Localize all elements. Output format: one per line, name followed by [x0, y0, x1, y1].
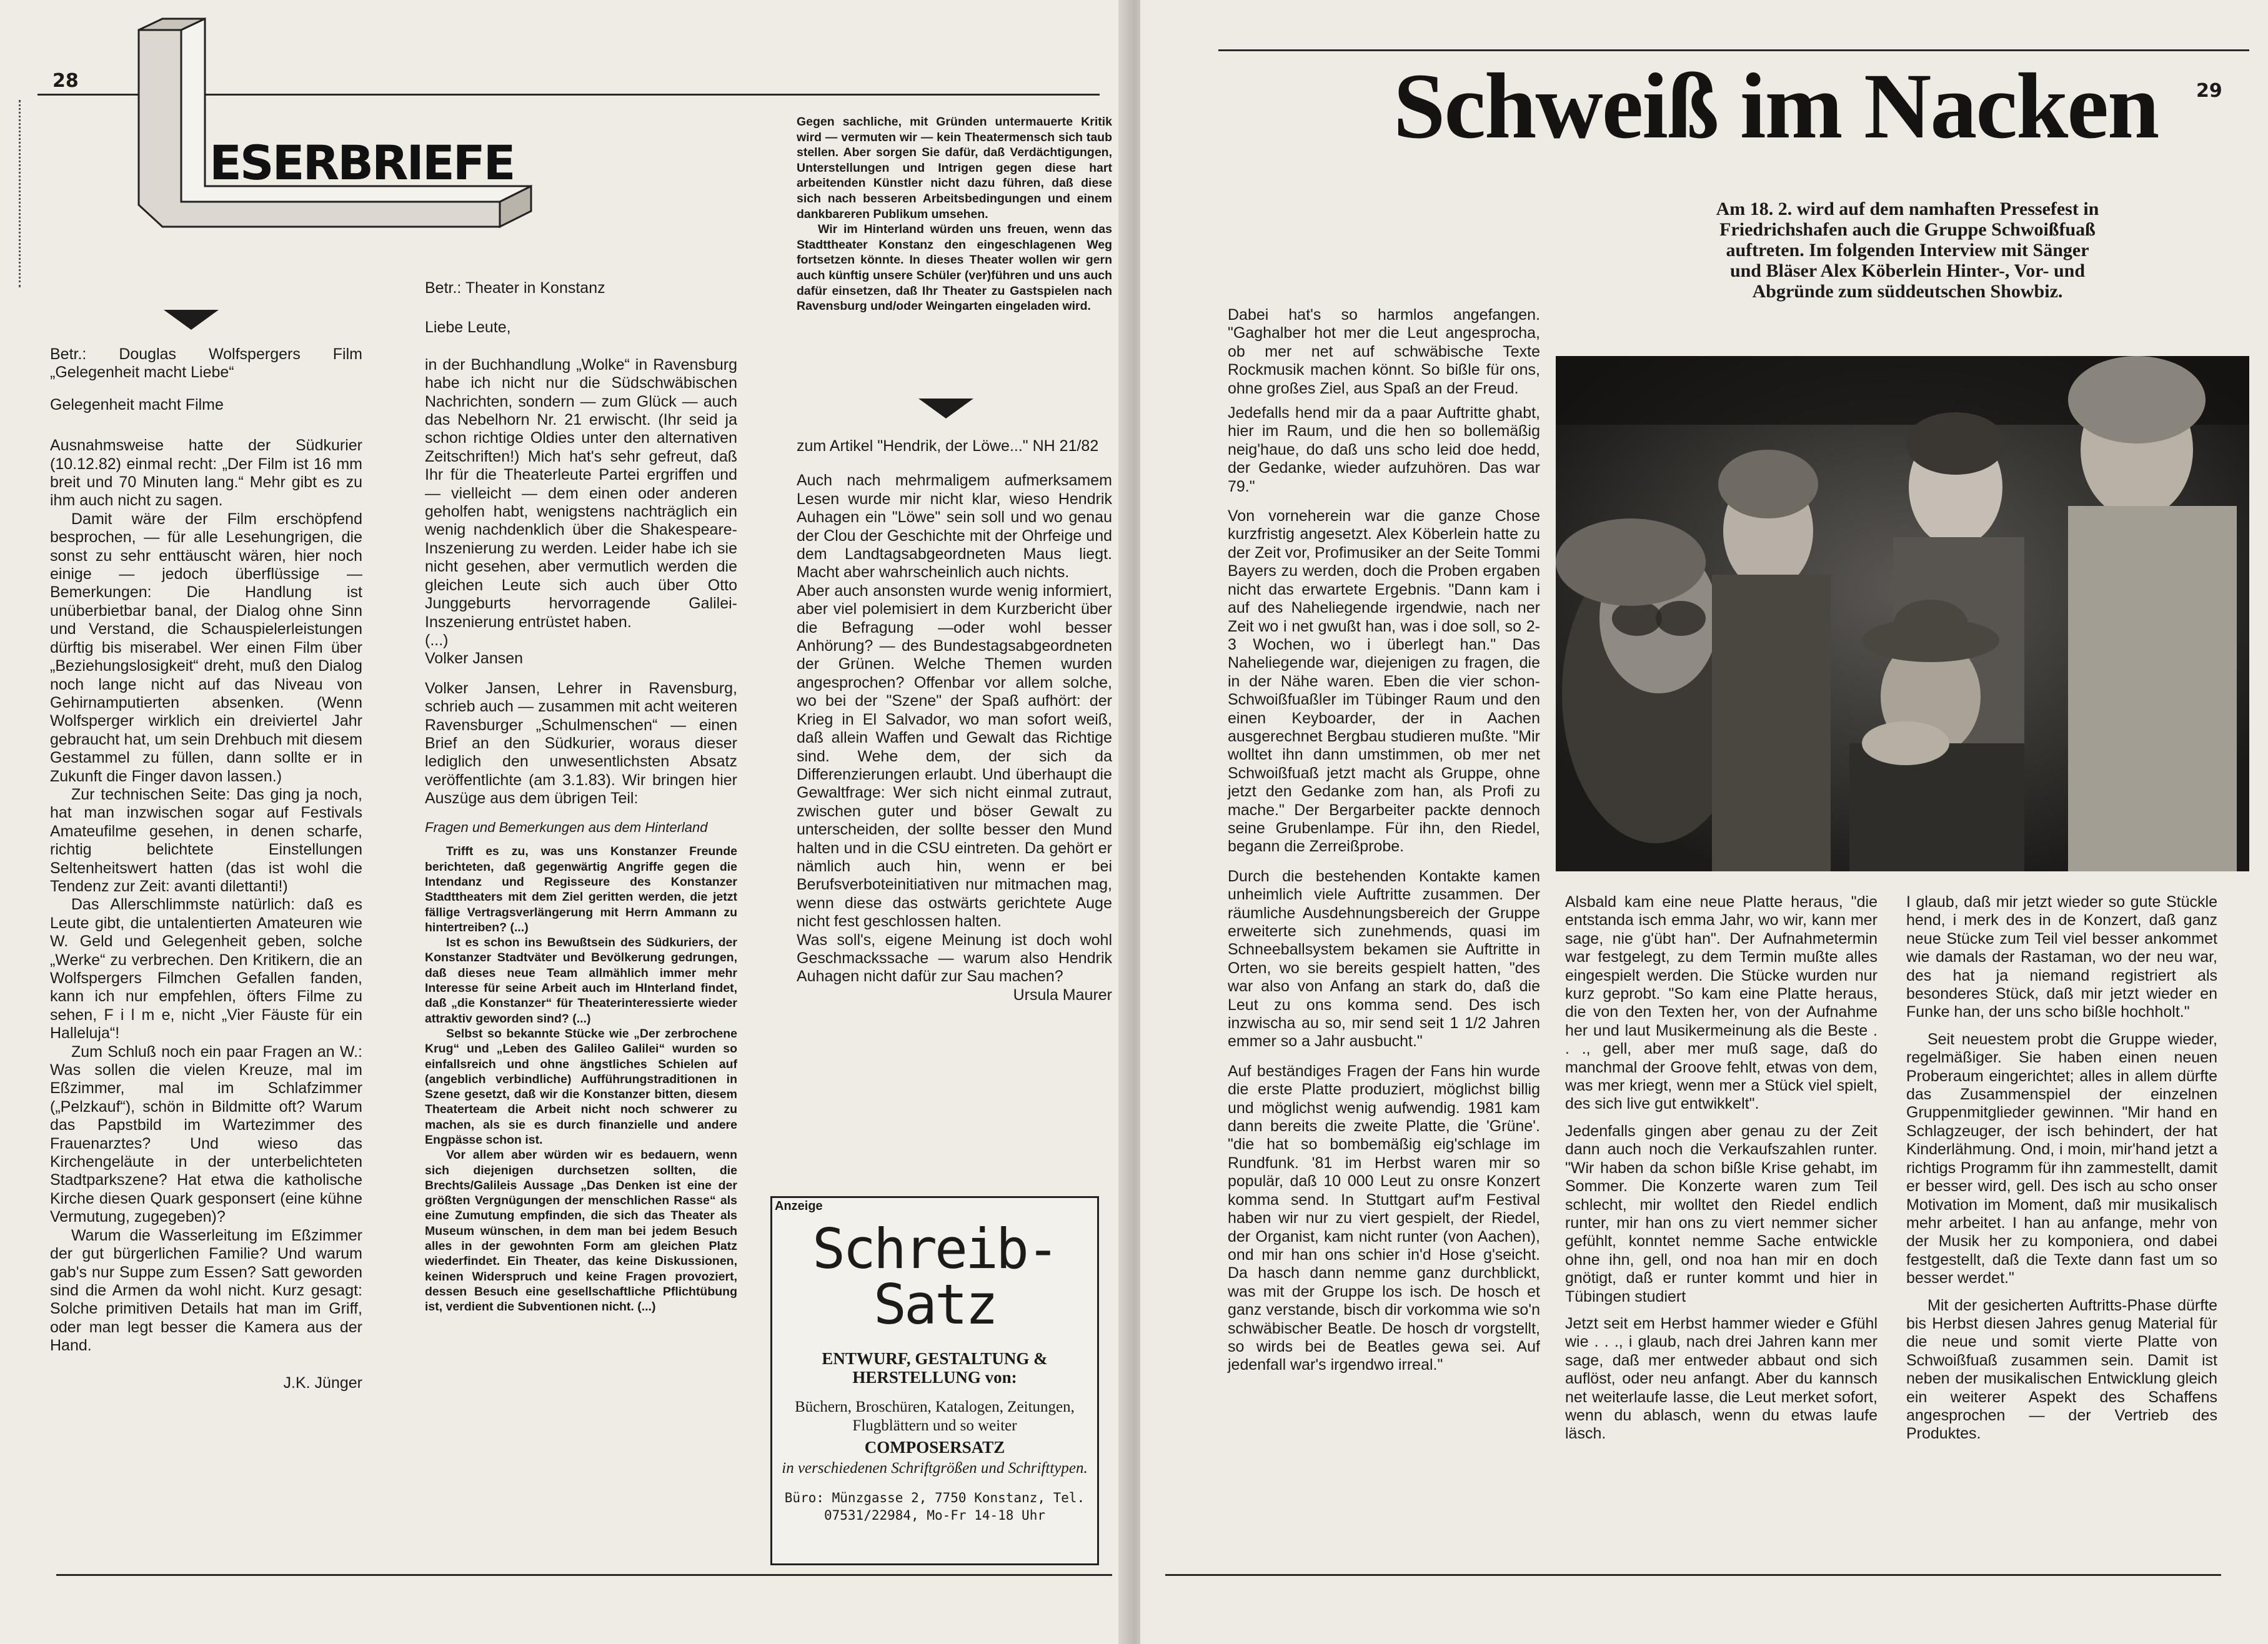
article-title: Schweiß im Nacken: [1393, 54, 2159, 158]
paragraph: Durch die bestehenden Kontakte kamen unheimlich viele Auftritte zusammen. Der räumliche Ausdehnungsbereich der Gruppe erweiterte sich zunehmends, quasi im Schneeballsystem bekamen sie Auftritte in Orten, wo sie bereits gespielt hatten, "des war also von Anfang an stark do, daß die Leut zu ons komma send. Des isch inzwischa au so, mir send seit 1 1/2 Jahren emmer so a Jahr ausbucht.": [1228, 867, 1540, 1051]
right-page: [1140, 0, 2268, 1644]
article-column-3: [1906, 893, 2217, 1443]
paragraph: Trifft es zu, was uns Konstanzer Freunde berichteten, daß gegenwärtig Angriffe gegen die Intendanz und Regisseure des Konstanzer Stadttheaters mit dem Ziel geritten werden, die jetzt fällige Vertragsverlängerung mit Herrn Ammann zu hintertreiben? (...): [425, 844, 737, 934]
letter-greeting: Liebe Leute,: [425, 319, 511, 337]
ad-logo-line1: Schreib-: [812, 1217, 1057, 1281]
paragraph: Auch nach mehrmaligem aufmerksamem Lesen wurde mir nicht klar, wieso Hendrik Auhagen ein "Löwe" sein soll und wo genau der Clou der Geschichte mit der Ohrfeige und dem Landtagsabgeordneten Maus liegt. Macht aber wahrscheinlich auch nichts.: [797, 472, 1112, 582]
advertisement: [770, 1196, 1099, 1565]
paragraph: I glaub, daß mir jetzt wieder so gute Stückle hend, i merk des in de Konzert, daß ganz neue Stücke zum Teil viel besser ankommet wie damals der Rastaman, wo der neu war, des hat ja niemand registriert als besonderes Stück, daß mir jetzt wieder en Funke han, der uns scho bißle hochholt.": [1906, 893, 2217, 1021]
paragraph: Dabei hat's so harmlos angefangen. "Gaghalber hot mer die Leut angesprocha, ob mer net auf schwäbische Texte Rockmusik machen könnt. So bißle für ons, ohne großes Ziel, aus Spaß an der Freud.: [1228, 306, 1540, 397]
paragraph: Seit neuestem probt die Gruppe wieder, regelmäßiger. Sie haben einen neuen Proberaum eingerichtet; alles in allem dürfte das Zusammenspiel der einzelnen Gruppenmitglieder gewinnen. "Mir hand en Schlagzeuger, der isch behindert, der hat Kinderlähmung. Ond, i moin, mir'hand jetzt a richtigs Programm für ihn zammestellt, damit er besser wird, gell. Des isch au scho onser Motivation im Moment, daß mir musikalisch mehr arbeitet. I han au anfange, mehr von der Musik her zu komponiera, ond dabei festgestellt, daß die Texte dann fast um so besser werdet.": [1906, 1030, 2217, 1287]
paragraph: Wir im Hinterland würden uns freuen, wenn das Stadttheater Konstanz den eingeschlagenen Weg fortsetzen könnte. In dieses Theater wollen wir gern auch künftig unsere Schüler (ver)führen und uns auch dafür einsetzen, daß Ihr Theater zu Gastspielen nach Ravensburg und/oder Weingarten eingeladen wird.: [797, 222, 1112, 314]
masthead-initial: [150, 22, 151, 23]
ad-text: COMPOSERSATZ: [864, 1438, 1005, 1457]
ad-logo-line2: Satz: [873, 1272, 996, 1337]
band-photo: [1556, 356, 2249, 871]
masthead-title: ESERBRIEFE: [209, 135, 514, 191]
letter-theater: [425, 279, 737, 1315]
paragraph: Auf beständiges Fragen der Fans hin wurde die erste Platte produziert, möglichst billig und möglichst wenig aufwendig. 1981 kam dann bereits die zweite Platte, die 'Grüne'. "die hat so bombemäßig eig'schlage im Rundfunk. '81 im Herbst waren mir so populär, daß 10 000 Leut zu onsre Konzert komma send. In Stuttgart auf'm Festival haben wir nur zu viert gespielt, der Riedel, der Organist, kam nicht runter (von Aachen), ond mir han ons schier in'd Hose g'seicht. Da hasch dann nemme ganz durchblickt, was mit der Gruppe los isch. De hosch et ganz verstande, bisch dir vorkomma wie so'n schwäbischer Beatle. De hosch dr vorgstellt, so wirds bei de Beatles gewa sei. Auf jedenfall war's irgendwo irreal.": [1228, 1062, 1540, 1374]
paragraph: Selbst so bekannte Stücke wie „Der zerbrochene Krug“ und „Leben des Galileo Galilei“ wurden so einfallsreich und ohne ängstliches Schielen auf (angeblich verbindliche) Aufführungstraditionen in Szene gesetzt, daß wir die Konstanzer bitten, diesem Theaterteam die Arbeit nicht noch schwerer zu machen, als sie es durch finanzielle und andere Engpässe schon ist.: [425, 1026, 737, 1147]
paragraph: in der Buchhandlung „Wolke“ in Ravensburg habe ich nicht nur die Südschwäbischen Nachrichten, sondern — zum Glück — auch das Nebelhorn Nr. 21 erwischt. (Ihr seid ja schon richtige Oldies unter den alternativen Zeitschriften!) Mich hat's sehr gefreut, daß Ihr für die Theaterleute Partei ergriffen und — vielleicht — dem einen oder anderen geholfen habt, wenigstens nachträglich ein wenig nachdenklich über die Shakespeare-Inszenierung zu werden. Leider habe ich sie nicht gesehen, aber vermutlich werden die gleichen Leute sich auch über Otto Junggeburts hervorragende Galilei-Inszenierung entrüstet haben.: [425, 355, 737, 631]
top-rule: [1218, 49, 2249, 51]
quote-body: [425, 844, 737, 1314]
letter-heading: Betr.: Douglas Wolfspergers Film „Gelegenheit macht Liebe“: [50, 345, 362, 382]
ad-text: ENTWURF, GESTALTUNG & HERSTELLUNG von:: [822, 1349, 1048, 1387]
letter-heading: Betr.: Theater in Konstanz: [425, 279, 605, 297]
article-column-2: [1565, 893, 1878, 1443]
letter-heading: zum Artikel "Hendrik, der Löwe..." NH 21/82: [797, 437, 1099, 455]
ad-tag: Anzeige: [775, 1199, 823, 1213]
ad-text: Büchern, Broschüren, Katalogen, Zeitungen, Flugblättern und so weiter: [795, 1399, 1075, 1434]
paragraph: Jedenfalls gingen aber genau zu der Zeit dann auch noch die Verkaufszahlen runter. "Wir haben da schon bißle Krise gehabt, im Sommer. Die Konzerte waren zum Teil schlecht, mir wolltet den Riedel endlich runter, mir han ons zu viert nemmer sicher gefühlt, konntet nemme Sache entwickle ohne ihn, gell, ond noa han mir en doch gnötigt, daß er runter kommt und hier in Tübingen studiert: [1565, 1122, 1878, 1305]
quote-continued: [797, 114, 1112, 314]
letter-signature: Volker Jansen: [425, 650, 524, 668]
paragraph: Alsbald kam eine neue Platte heraus, "die entstanda isch emma Jahr, wo wir, kann mer sage, nie g'übt han". Der Aufnahmetermin war festgelegt, zu dem Termin mußte alles eingespielt werden. Die Stücke wurden nur kurz geprobt. "So kam eine Platte heraus, die von den Texten her, von der Aufnahme her und laut Musikermeinung als die Beste . . ., gell, aber mer muß sage, daß do manchmal der Groove fehlt, etwas von dem, was mer kriegt, wenn mer a Stück viel spielt, des sich live gut entwikkelt".: [1565, 893, 1878, 1113]
paragraph: Jedefalls hend mir da a paar Auftritte ghabt, hier im Raum, und die hen so bollemäßig neig'haue, do daß uns scho leid doe hedd, der Gedanke, wieder aufzuhören. Das war 79.": [1228, 404, 1540, 495]
section-arrow-icon: [164, 310, 219, 330]
section-arrow-icon: [918, 399, 973, 418]
paragraph: Jetzt seit em Herbst hammer wieder e Gfühl wie . . ., i glaub, nach drei Jahren kann mer sage, daß mer entweder abbaut ond sich auflöst, oder neu anfangt. Aber du kannsch net weiterlaufe lasse, die Leut merket sofort, wenn du ablasch, wenn du etwas laufe läsch.: [1565, 1314, 1878, 1443]
paragraph: Ausnahmsweise hatte der Südkurier (10.12.82) einmal recht: „Der Film ist 16 mm breit und 70 Minuten lang.“ Mehr gibt es zu ihm auch nicht zu sagen.: [50, 437, 362, 510]
paragraph: Gegen sachliche, mit Gründen untermauerte Kritik wird — vermuten wir — kein Theatermensch sich taub stellen. Aber sorgen Sie dafür, daß Verdächtigungen, Unterstellungen und Intrigen gegen diese hart arbeitenden Künstler nicht dazu führen, daß diese sich nach besseren Arbeitsbedingungen und einem dankbareren Publikum umsehen.: [797, 115, 1112, 221]
paragraph: Von vorneherein war die ganze Chose kurzfristig angesetzt. Alex Köberlein hatte zu der Zeit vor, Profimusiker an der Seite Tommi Bayers zu werden, doch die Proben ergaben nicht das erwartete Ergebnis. "Dann kam i auf des Naheliegende irgendwie, nach ner Zeit wo i net gwußt han, was i doe soll, so 2-3 Wochen, wo i überlegt han." Das Naheliegende war, diejenigen zu fragen, die in der Nähe waren. Eben die vier schon-Schwoißfuaßler im Tübinger Raum und den einen Keyboarder, der in Aachen ausgerechnet Bergbau studieren mußte. "Mir wolltet ihn dann umstimmen, ob mer net Schwoißfuaß jetzt macht als Gruppe, ohne jetzt den Gedanke zom han, als Profi zu mache." Der Bergarbeiter packte dennoch seine Grubenlampe. Für ihn, den Riedel, begann die Zerreißprobe.: [1228, 507, 1540, 856]
bottom-rule: [56, 1574, 1112, 1576]
paragraph: (...): [425, 631, 449, 649]
letter-continued: [797, 114, 1112, 314]
letter-signature: J.K. Jünger: [283, 1374, 362, 1392]
left-page: [0, 0, 1128, 1644]
quote-title: Fragen und Bemerkungen aus dem Hinterland: [425, 819, 708, 835]
page-number: 29: [2196, 80, 2222, 102]
letter-signature: Ursula Maurer: [1013, 986, 1112, 1004]
paragraph: Zur technischen Seite: Das ging ja noch, hat man inzwischen sogar auf Festivals Amateufilme gesehen, in denen scharfe, richtig belichtete Einstellungen Seltenheitswert hatten (das ist wohl die Tendenz zur Zeit: avanti dilettanti!): [50, 785, 362, 895]
bottom-rule: [1165, 1574, 2221, 1576]
paragraph: Warum die Wasserleitung im Eßzimmer der gut bürgerlichen Familie? Und warum gab's nur Suppe zum Essen? Satt geworden sind die Armen da wohl nicht. Kurz gesagt: Solche primitiven Details hat man im Griff, oder man legt besser die Kamera aus der Hand.: [50, 1226, 362, 1355]
paragraph: Vor allem aber würden wir es bedauern, wenn sich diejenigen durchsetzen sollten, die Brechts/Galileis Aussage „Das Denken ist eine der größten Vergnügungen der menschlichen Rasse“ als eine Zumutung empfinden, die sich das Theater als Museum wünschen, in dem man bei jedem Besuch alles in der gewohnten Form am gleichen Platz wiederfindet. Ein Theater, das keine Diskussionen, keinen Widerspruch und keine Fragen provoziert, dessen Besuch eine gesellschaftliche Pflichtübung ist, verdient die Subventionen nicht. (...): [425, 1148, 737, 1314]
editor-intro: Volker Jansen, Lehrer in Ravensburg, schrieb auch — zusammen mit acht weiteren Ravensburger „Schulmenschen“ — einen Brief an den Südkurier, woraus dieser lediglich den unwesentlichsten Absatz veröffentlichte (am 3.1.83). Wir bringen hier Auszüge aus dem übrigen Teil:: [425, 679, 737, 808]
paragraph: Ist es schon ins Bewußtsein des Südkuriers, der Konstanzer Stadtväter und Bevölkerung gedrungen, daß dieses neue Team allmählich immer mehr Interesse für seine Arbeit auch im HInterland findet, daß „die Konstanzer“ für Theaterinteressierte wieder attraktiv geworden sind? (...): [425, 936, 737, 1026]
margin-marks: [19, 100, 28, 287]
paragraph: Das Allerschlimmste natürlich: daß es Leute gibt, die untalentierten Amateuren wie W. Geld und Gelegenheit geben, solche „Werke“ zu verbrechen. Den Kritikern, die an Wolfspergers Filmchen Gefallen fanden, kann ich nur empfehlen, öfters Filme zu sehen, F i l m e, nicht „Vier Fäuste für ein Halleluja“!: [50, 896, 362, 1042]
article-column-1: [1228, 306, 1540, 1375]
letter-hendrik: [797, 437, 1112, 1012]
article-lead: Am 18. 2. wird auf dem namhaften Pressefest in Friedrichshafen auch die Gruppe Schwoißfuaß auftreten. Im folgenden Interview mit Sänger und Bläser Alex Köberlein Hinter-, Vor- und Abgründe zum süddeutschen Showbiz.: [1716, 199, 2099, 302]
page-number: 28: [52, 70, 79, 92]
ad-text: in verschiedenen Schriftgrößen und Schrifttypen.: [782, 1460, 1088, 1477]
letter-subheading: Gelegenheit macht Filme: [50, 395, 224, 413]
paragraph: Was soll's, eigene Meinung ist doch wohl Geschmackssache — warum also Hendrik Auhagen nicht dafür zur Sau machen?: [797, 931, 1112, 986]
band-photo-image: [1556, 356, 2249, 871]
paragraph: Damit wäre der Film erschöpfend besprochen, — für alle Lesehungrigen, die sonst zu sehr enttäuscht wären, hier noch einige — jedoch überflüssige — Bemerkungen: Die Handlung ist unüberbietbar banal, der Dialog ohne Sinn und Verstand, die Schauspielerleistungen dürftig bis miserabel. Wer einen Film über „Beziehungslosigkeit“ dreht, muß den Dialog noch lange nicht auf das Niveau von Gehirnamputierten absenken. (Wenn Wolfsperger wirklich ein dreiviertel Jahr gebraucht hat, um sein Drehbuch mit diesem Gestammel zu füllen, dann sollte er in Zukunft die Finger davon lassen.): [50, 510, 362, 785]
ad-contact: Büro: Münzgasse 2, 7750 Konstanz, Tel. 07531/22984, Mo-Fr 14-18 Uhr: [784, 1490, 1085, 1523]
letter-wolfsperger: [50, 345, 362, 1400]
masthead: [125, 17, 587, 255]
paragraph: Mit der gesicherten Auftritts-Phase dürfte bis Herbst diesen Jahres genug Material für die neue und somit vierte Platte von Schwoißfuaß zusammen sein. Damit ist neben der musikalischen Entwicklung gleich ein weiterer Aspekt des Schaffens angesprochen — der Vertrieb des Produktes.: [1906, 1296, 2217, 1443]
paragraph: Zum Schluß noch ein paar Fragen an W.: Was sollen die vielen Kreuze, mal im Eßzimmer, mal im Schlafzimmer („Pelzkauf“), schön in Bildmitte oft? Warum das Papstbild im Wartezimmer des Frauenarztes? Und wieso das Kirchengeläute in der unterbelichteten Stadtparkszene? Hat etwa die katholische Kirche diesen Quark gesponsert (eine kühne Vermutung, zugegeben)?: [50, 1042, 362, 1226]
paragraph: Aber auch ansonsten wurde wenig informiert, aber viel polemisiert in dem Kurzbericht über die Befragung —oder wohl besser Anhörung? — des Bundestagsabgeordneten der Grünen. Welche Themen wurden angesprochen? Offenbar vor allem solche, wo bei der "Szene" der Spaß aufhört: der Krieg in El Salvador, wo man sofort weiß, daß allein Waffen und Gewalt das Richtige sind. Wehe dem, der sich da Differenzierungen erlaubt. Und überhaupt die Gewaltfrage: Wer sich nicht einmal zutraut, zwischen guter und böser Gewalt zu unterscheiden, der sollte besser den Mund halten und in die CSU eintreten. Da gehört er nämlich auch hin, wenn er bei Berufsverboteinitiativen nur mitmachen mag, wenn diese das ostwärts gerichtete Auge nicht fest geschlossen halten.: [797, 582, 1112, 931]
